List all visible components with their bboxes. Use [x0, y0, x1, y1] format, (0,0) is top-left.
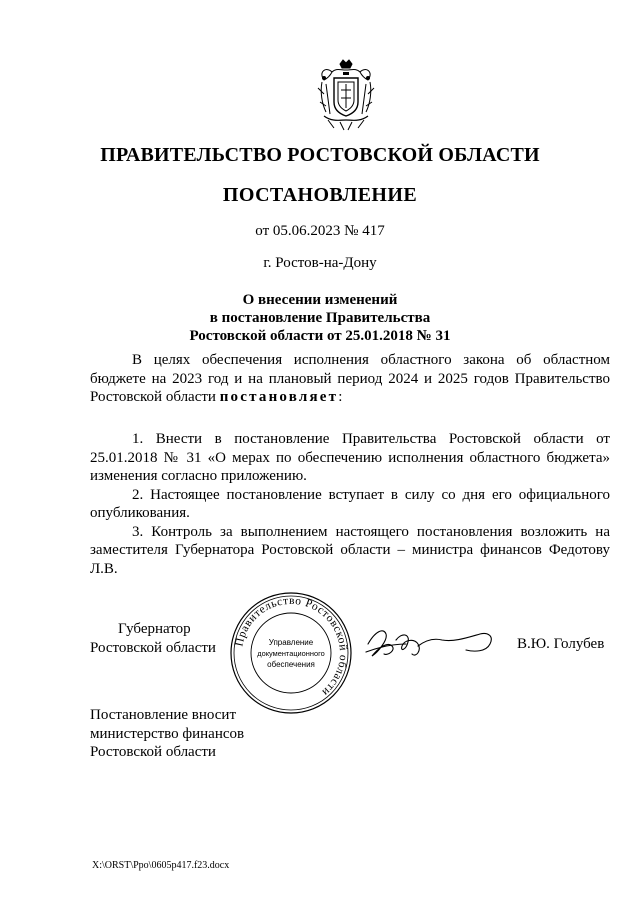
signature-icon — [362, 622, 502, 666]
stamp-inner-text: Управление — [268, 638, 314, 647]
official-stamp — [229, 591, 353, 715]
stamp-inner-text: обеспечения — [267, 660, 315, 669]
coat-of-arms-emblem — [310, 58, 382, 132]
date-and-number: от 05.06.2023 № 417 — [255, 223, 385, 239]
preamble-paragraph — [90, 351, 610, 407]
stamp-ring-text: Правительство Ростовской области — [233, 594, 350, 699]
decree-word: постановляет — [219, 389, 339, 405]
decree-item: 1. Внести в постановление Правительства Ростовской области от 25.01.2018 № 31 «О мерах по обеспечению исполнения областного бюджета» изменения согласно приложению. — [90, 431, 610, 484]
decree-item: 2. Настоящее постановление вступает в силу со дня его официального опубликования. — [90, 486, 610, 521]
subject-line: в постановление Правительства — [209, 310, 431, 326]
stamp-seal-icon — [229, 591, 353, 715]
introduced-by-line: министерство финансов — [90, 725, 245, 742]
decree-items — [90, 430, 610, 578]
document-type: ПОСТАНОВЛЕНИЕ — [222, 184, 418, 206]
signatory-title-line: Ростовской области — [90, 639, 216, 656]
introduced-by-line: Ростовской области — [90, 744, 216, 760]
introduced-by — [90, 706, 244, 762]
introduced-by-line: Постановление вносит — [90, 707, 237, 723]
handwritten-signature — [362, 622, 502, 666]
preamble-text: В целях обеспечения исполнения областного закона об областном бюджете на 2023 год и на плановый период 2024 и 2025 годов Правительство Ростовской области — [90, 352, 610, 405]
signatory-title — [90, 620, 216, 657]
file-path: X:\ORST\Ppo\0605p417.f23.docx — [92, 860, 230, 871]
signatory-title-line: Губернатор — [118, 621, 191, 637]
signatory-name: В.Ю. Голубев — [517, 636, 605, 652]
document-subject — [0, 291, 640, 345]
city: г. Ростов-на-Дону — [263, 255, 377, 271]
stamp-inner-text: документационного — [257, 649, 325, 658]
decree-item: 3. Контроль за выполнением настоящего постановления возложить на заместителя Губернатора Ростовской области – министра финансов Федотову Л.В. — [90, 523, 610, 577]
subject-line: Ростовской области от 25.01.2018 № 31 — [189, 328, 451, 344]
coat-of-arms-icon — [310, 58, 382, 132]
government-title: ПРАВИТЕЛЬСТВО РОСТОВСКОЙ ОБЛАСТИ — [100, 144, 540, 166]
subject-line: О внесении изменений — [242, 292, 398, 308]
preamble-colon: : — [338, 389, 343, 405]
